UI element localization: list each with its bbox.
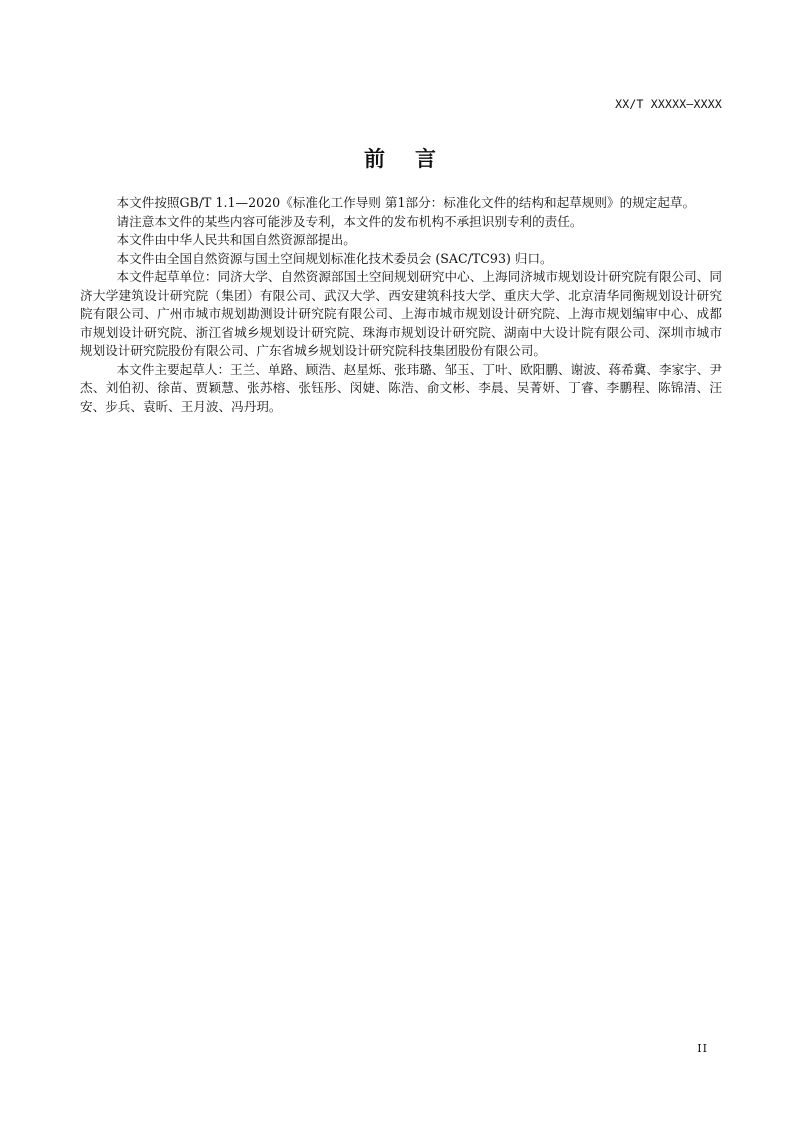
paragraph-patent-notice: 请注意本文件的某些内容可能涉及专利，本文件的发布机构不承担识别专利的责任。 (116, 213, 583, 229)
paragraph-drafters: 本文件主要起草人：王兰、单路、顾浩、赵星烁、张玮璐、邹玉、丁叶、欧阳鹏、谢波、蒋希冀、李家宇、尹杰、刘伯初、徐苗、贾颖慧、张苏榕、张钰彤、闵婕、陈浩、俞文彬、李晨、吴菁妍、丁睿、李鹏程、陈锦清、汪安、步兵、袁昕、王月波、冯丹玥。 (80, 361, 722, 414)
foreword-body (80, 194, 722, 416)
paragraph-committee: 本文件由全国自然资源与国土空间规划标准化技术委员会 (SAC/TC93) 归口。 (116, 250, 553, 266)
paragraph-drafting-units: 本文件起草单位：同济大学、自然资源部国土空间规划研究中心、上海同济城市规划设计研究院有限公司、同济大学建筑设计研究院（集团）有限公司、武汉大学、西安建筑科技大学、重庆大学、北京清华同衡规划设计研究院有限公司、广州市城市规划勘测设计研究院有限公司、上海市城市规划设计研究院、上海市规划编审中心、成都市规划设计研究院、浙江省城乡规划设计研究院、珠海市规划设计研究院、湖南中大设计院有限公司、深圳市城市规划设计研究院股份有限公司、广东省城乡规划设计研究院科技集团股份有限公司。 (80, 269, 722, 358)
page-number: II (697, 1042, 708, 1055)
paragraph-proposer: 本文件由中华人民共和国自然资源部提出。 (116, 232, 356, 247)
paragraph-drafting-rules: 本文件按照GB/T 1.1—2020《标准化工作导则 第1部分：标准化文件的结构和起草规则》的规定起草。 (116, 195, 696, 210)
document-code: XX/T XXXXX—XXXX (615, 97, 722, 111)
page-title: 前言 (364, 147, 466, 171)
